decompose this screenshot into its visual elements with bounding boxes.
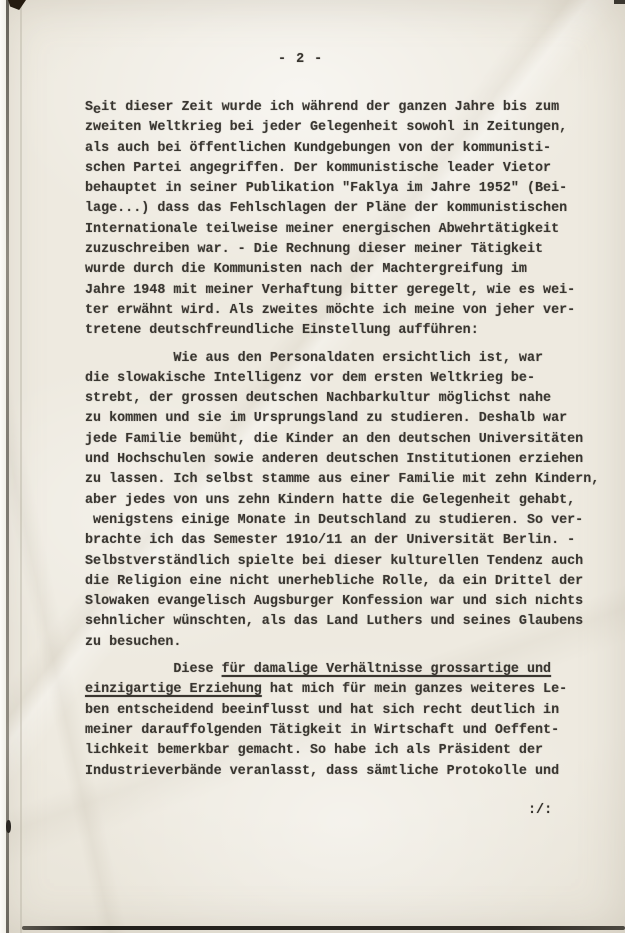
text-line: tretene deutschfreundliche Einstellung aufführen: — [85, 323, 479, 339]
text-line: Diese für damalige Verhältnisse grossartige und — [85, 662, 552, 678]
text-line: einzigartige Erziehung hat mich für mein ganzes weiteres Le- — [85, 682, 568, 698]
text-line: lage...) dass das Fehlschlagen der Pläne der kommunistischen — [85, 201, 568, 217]
continuation-mark: :/: — [528, 803, 553, 818]
scan-top-right-corner-mark — [614, 0, 625, 4]
text-line: jede Familie bemüht, die Kinder an den deutschen Universitäten — [85, 431, 584, 447]
text-line: strebt, der grossen deutschen Nachbarkultur möglichst nahe — [85, 391, 552, 407]
paragraph — [85, 660, 619, 782]
text-line: Wie aus den Personaldaten ersichtlich ist, war — [85, 350, 544, 366]
text-line: brachte ich das Semester 191o/11 an der Universität Berlin. - — [85, 533, 576, 549]
paragraph — [85, 349, 619, 653]
text-line: sehnlicher wünschten, als das Land Luthers und seines Glaubens — [85, 614, 584, 630]
text-line: behauptet in seiner Publikation "Faklya im Jahre 1952" (Bei- — [85, 181, 568, 197]
text-line: zu lassen. Ich selbst stamme aus einer Familie mit zehn Kindern, — [85, 472, 600, 488]
scan-bottom-edge-line — [22, 926, 625, 930]
text-line: Seit dieser Zeit wurde ich während der ganzen Jahre bis zum — [85, 100, 560, 118]
text-line: wurde durch die Kommunisten nach der Machtergreifung im — [85, 262, 527, 278]
text-line: schen Partei angegriffen. Der kommunistische leader Vietor — [85, 160, 552, 176]
text-line: Selbstverständlich spielte bei dieser kulturellen Tendenz auch — [85, 553, 584, 569]
scan-left-fold-line — [20, 0, 22, 933]
text-line: Internationale teilweise meiner energischen Abwehrtätigkeit — [85, 221, 560, 237]
text-line: die slowakische Intelligenz vor dem ersten Weltkrieg be- — [85, 370, 535, 386]
text-line: zweiten Weltkrieg bei jeder Gelegenheit sowohl in Zeitungen, — [85, 120, 568, 136]
scan-left-edge-speck — [6, 820, 11, 833]
text-line: zu besuchen. — [85, 634, 182, 650]
text-line: Industrieverbände veranlasst, dass sämtliche Protokolle und — [85, 763, 560, 779]
text-line: ter erwähnt wird. Als zweites möchte ich meine von jeher ver- — [85, 302, 576, 318]
text-line: zu kommen und sie im Ursprungsland zu studieren. Deshalb war — [85, 411, 568, 427]
text-line: Slowaken evangelisch Augsburger Konfession war und sich nichts — [85, 594, 584, 610]
paragraph — [85, 98, 619, 342]
text-line: als auch bei öffentlichen Kundgebungen von der kommunisti- — [85, 140, 552, 156]
scan-top-left-corner-mark — [8, 0, 26, 10]
text-line: und Hochschulen sowie anderen deutschen Institutionen erziehen — [85, 452, 584, 468]
text-line: Jahre 1948 mit meiner Verhaftung bitter geregelt, wie es wei- — [85, 282, 576, 298]
scan-left-edge-line — [6, 0, 9, 933]
text-line: wenigstens einige Monate in Deutschland zu studieren. So ver- — [85, 512, 584, 528]
text-line: ben entscheidend beeinflusst und hat sich recht deutlich in — [85, 702, 560, 718]
text-line: meiner darauffolgenden Tätigkeit in Wirtschaft und Oeffent- — [85, 722, 560, 738]
page-number: - 2 - — [278, 52, 324, 67]
text-line: zuzuschreiben war. - Die Rechnung dieser meiner Tätigkeit — [85, 242, 544, 258]
text-line: lichkeit bemerkbar gemacht. So habe ich als Präsident der — [85, 743, 544, 759]
document-body — [85, 98, 619, 782]
text-line: aber jedes von uns zehn Kindern hatte die Gelegenheit gehabt, — [85, 492, 576, 508]
text-line: die Religion eine nicht unerhebliche Rolle, da ein Drittel der — [85, 573, 584, 589]
